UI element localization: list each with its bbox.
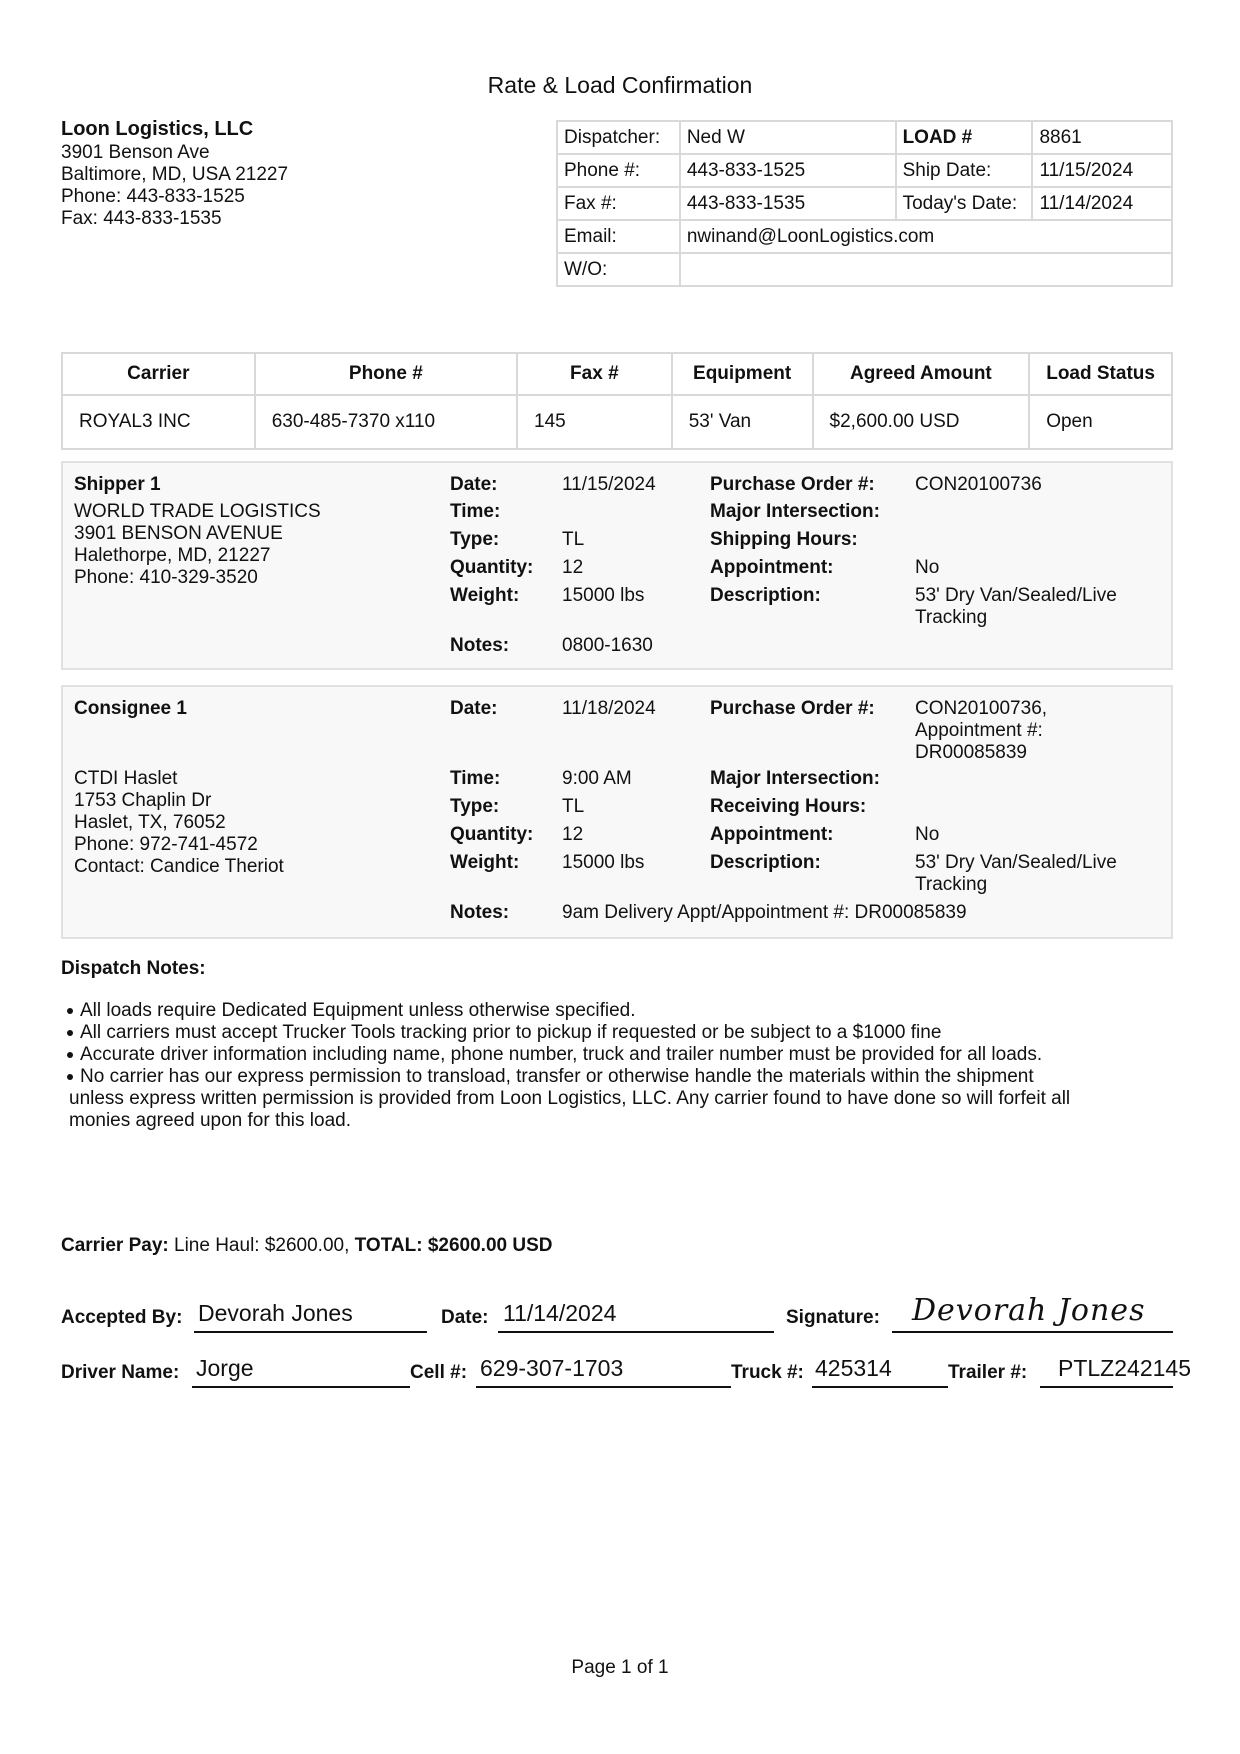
signature-image[interactable]: Devorah Jones — [912, 1293, 1146, 1328]
shipper-notes-label: Notes: — [450, 635, 510, 656]
shipper-city: Halethorpe, MD, 21227 — [74, 545, 271, 566]
consignee-time-label: Time: — [450, 768, 501, 789]
shipper-weight: 15000 lbs — [562, 585, 645, 606]
load-status-cell: Open — [1029, 395, 1172, 449]
consignee-city: Haslet, TX, 76052 — [74, 812, 226, 833]
ship-date-value: 11/15/2024 — [1032, 154, 1172, 187]
trailer-underline — [1040, 1386, 1173, 1388]
table-row — [557, 187, 1172, 220]
note-text: All loads require Dedicated Equipment unless otherwise specified. — [80, 1000, 636, 1021]
accepted-by-underline — [194, 1331, 427, 1333]
consignee-address: 1753 Chaplin Dr — [74, 790, 212, 811]
consignee-name: CTDI Haslet — [74, 768, 178, 789]
column-header: Phone # — [255, 353, 517, 395]
page-number: Page 1 of 1 — [571, 1657, 669, 1678]
note-text: monies agreed upon for this load. — [69, 1110, 352, 1131]
note-text: No carrier has our express permission to transload, transfer or otherwise handle the materials within the shipment — [80, 1066, 1034, 1087]
shipper-notes: 0800-1630 — [562, 635, 653, 656]
shipper-time-label: Time: — [450, 501, 501, 522]
column-header: Load Status — [1029, 353, 1172, 395]
carrier-name-cell: ROYAL3 INC — [62, 395, 255, 449]
dispatcher-value: Ned W — [680, 121, 896, 154]
fax-label: Fax #: — [557, 187, 680, 220]
consignee-po-line1: CON20100736, — [915, 698, 1048, 719]
dispatcher-label: Dispatcher: — [557, 121, 680, 154]
company-name: Loon Logistics, LLC — [61, 118, 254, 140]
equipment-cell: 53' Van — [672, 395, 813, 449]
carrier-pay-label: Carrier Pay: — [61, 1235, 169, 1256]
company-address1: 3901 Benson Ave — [61, 142, 210, 163]
todays-date-label: Today's Date: — [896, 187, 1033, 220]
consignee-phone: Phone: 972-741-4572 — [74, 834, 258, 855]
trailer-value[interactable]: PTLZ242145 — [1058, 1355, 1191, 1381]
consignee-appt: No — [915, 824, 940, 845]
consignee-date-label: Date: — [450, 698, 498, 719]
accepted-by-label: Accepted By: — [61, 1307, 183, 1328]
list-item — [61, 1000, 1141, 1022]
carrier-phone-cell: 630-485-7370 x110 — [255, 395, 517, 449]
shipper-heading: Shipper 1 — [74, 474, 161, 495]
consignee-type: TL — [562, 796, 585, 817]
carrier-fax-cell: 145 — [517, 395, 672, 449]
consignee-hours-label: Receiving Hours: — [710, 796, 867, 817]
pay-total: TOTAL: $2600.00 USD — [354, 1235, 553, 1256]
wo-label: W/O: — [557, 253, 680, 286]
consignee-block — [61, 685, 1173, 939]
consignee-appt-label: Appointment: — [710, 824, 834, 845]
shipper-type-label: Type: — [450, 529, 500, 550]
shipper-qty-label: Quantity: — [450, 557, 534, 578]
note-text: All carriers must accept Trucker Tools tracking prior to pickup if requested or be subject to a $1000 fine — [80, 1022, 942, 1043]
shipper-type: TL — [562, 529, 585, 550]
company-block — [61, 118, 288, 230]
consignee-contact: Contact: Candice Theriot — [74, 856, 284, 877]
consignee-po-label: Purchase Order #: — [710, 698, 875, 719]
column-header: Agreed Amount — [813, 353, 1030, 395]
shipper-desc-line2: Tracking — [915, 607, 988, 628]
carrier-pay — [61, 1235, 552, 1257]
driver-name-value[interactable]: Jorge — [196, 1355, 254, 1381]
table-header-row — [62, 353, 1172, 395]
consignee-desc-label: Description: — [710, 852, 821, 873]
company-phone: Phone: 443-833-1525 — [61, 186, 245, 207]
email-label: Email: — [557, 220, 680, 253]
cell-underline — [476, 1386, 731, 1388]
ship-date-label: Ship Date: — [896, 154, 1033, 187]
driver-name-underline — [192, 1386, 410, 1388]
accept-date-underline — [498, 1331, 774, 1333]
table-row — [557, 220, 1172, 253]
shipper-desc-line1: 53' Dry Van/Sealed/Live — [915, 585, 1117, 606]
dispatch-notes-title: Dispatch Notes: — [61, 958, 206, 979]
consignee-desc-line2: Tracking — [915, 874, 988, 895]
dispatch-info-table — [556, 120, 1173, 287]
bullet-icon — [67, 1052, 73, 1058]
consignee-po-line2: Appointment #: — [915, 720, 1043, 741]
accept-date-label: Date: — [441, 1307, 489, 1328]
bullet-icon — [67, 1030, 73, 1036]
consignee-qty-label: Quantity: — [450, 824, 534, 845]
consignee-notes-label: Notes: — [450, 902, 510, 923]
todays-date-value: 11/14/2024 — [1032, 187, 1172, 220]
shipper-phone: Phone: 410-329-3520 — [74, 567, 258, 588]
list-item — [61, 1022, 1141, 1044]
consignee-po-line3: DR00085839 — [915, 742, 1027, 763]
line-haul: Line Haul: $2600.00, — [168, 1235, 355, 1256]
shipper-qty: 12 — [562, 557, 584, 578]
table-row — [557, 154, 1172, 187]
wo-value — [680, 253, 1172, 286]
company-fax: Fax: 443-833-1535 — [61, 208, 222, 229]
table-row — [557, 121, 1172, 154]
list-item-continuation — [61, 1088, 1141, 1110]
cell-value[interactable]: 629-307-1703 — [480, 1355, 624, 1381]
shipper-address: 3901 BENSON AVENUE — [74, 523, 283, 544]
consignee-time: 9:00 AM — [562, 768, 632, 789]
list-item — [61, 1066, 1141, 1088]
bullet-icon — [67, 1074, 73, 1080]
agreed-amount-cell: $2,600.00 USD — [813, 395, 1030, 449]
list-item — [61, 1044, 1141, 1066]
load-label: LOAD # — [896, 121, 1033, 154]
carrier-table — [61, 352, 1173, 450]
table-row — [62, 395, 1172, 449]
bullet-icon — [67, 1008, 73, 1014]
shipper-hours-label: Shipping Hours: — [710, 529, 858, 550]
phone-label: Phone #: — [557, 154, 680, 187]
email-value: nwinand@LoonLogistics.com — [680, 220, 1172, 253]
shipper-weight-label: Weight: — [450, 585, 520, 606]
column-header: Carrier — [62, 353, 255, 395]
consignee-weight: 15000 lbs — [562, 852, 645, 873]
dispatch-notes-list — [61, 1000, 1141, 1132]
shipper-date-label: Date: — [450, 474, 498, 495]
consignee-qty: 12 — [562, 824, 584, 845]
accept-date-value[interactable]: 11/14/2024 — [503, 1300, 617, 1326]
signature-underline — [892, 1331, 1173, 1333]
shipper-intersection-label: Major Intersection: — [710, 501, 880, 522]
phone-value: 443-833-1525 — [680, 154, 896, 187]
company-address2: Baltimore, MD, USA 21227 — [61, 164, 289, 185]
shipper-po: CON20100736 — [915, 474, 1042, 495]
truck-value[interactable]: 425314 — [815, 1355, 892, 1381]
load-value: 8861 — [1032, 121, 1172, 154]
shipper-po-label: Purchase Order #: — [710, 474, 875, 495]
truck-underline — [812, 1386, 948, 1388]
column-header: Fax # — [517, 353, 672, 395]
shipper-block — [61, 461, 1173, 670]
list-item-continuation — [61, 1110, 1141, 1132]
note-text: unless express written permission is provided from Loon Logistics, LLC. Any carrier found to have done so will forfeit all — [69, 1088, 1071, 1109]
shipper-name: WORLD TRADE LOGISTICS — [74, 501, 321, 522]
document-title: Rate & Load Confirmation — [487, 72, 753, 98]
shipper-appt-label: Appointment: — [710, 557, 834, 578]
fax-value: 443-833-1535 — [680, 187, 896, 220]
consignee-type-label: Type: — [450, 796, 500, 817]
consignee-intersection-label: Major Intersection: — [710, 768, 880, 789]
column-header: Equipment — [672, 353, 813, 395]
driver-name-label: Driver Name: — [61, 1362, 180, 1383]
cell-label: Cell #: — [410, 1362, 468, 1383]
signature-label: Signature: — [786, 1307, 880, 1328]
note-text: Accurate driver information including name, phone number, truck and trailer number must be provided for all loads. — [80, 1044, 1043, 1065]
table-row — [557, 253, 1172, 286]
shipper-desc-label: Description: — [710, 585, 821, 606]
trailer-label: Trailer #: — [948, 1362, 1028, 1383]
shipper-date: 11/15/2024 — [562, 474, 656, 495]
consignee-weight-label: Weight: — [450, 852, 520, 873]
accepted-by-value[interactable]: Devorah Jones — [198, 1300, 353, 1326]
truck-label: Truck #: — [731, 1362, 804, 1383]
consignee-notes: 9am Delivery Appt/Appointment #: DR00085839 — [562, 902, 967, 923]
consignee-date: 11/18/2024 — [562, 698, 656, 719]
consignee-heading: Consignee 1 — [74, 698, 187, 719]
shipper-appt: No — [915, 557, 940, 578]
consignee-desc-line1: 53' Dry Van/Sealed/Live — [915, 852, 1117, 873]
